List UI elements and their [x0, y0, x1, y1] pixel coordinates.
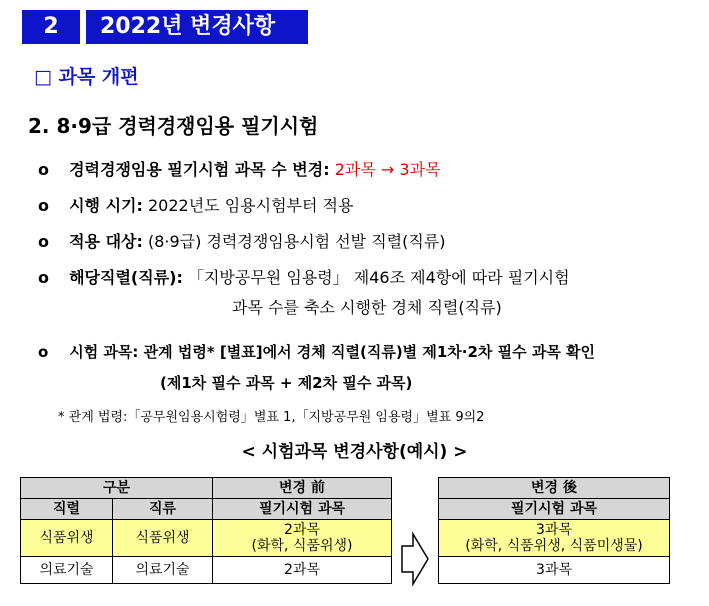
cell-subjects: [213, 520, 392, 557]
subject-count-change: 2과목 → 3과목: [334, 160, 441, 179]
bullet-exam-subjects: [38, 341, 595, 362]
bullet-target: [38, 229, 446, 252]
cell-jikryeol: 식품위생: [21, 520, 113, 557]
bullet-applicable: [38, 265, 570, 288]
cell-subjects: 2과목: [213, 557, 392, 584]
table-header-before: 변경 前: [213, 478, 392, 499]
subject-list: (화학, 식품위생, 식품미생물): [465, 538, 643, 554]
footnote: * 관계 법령:「공무원임용시험령」별표 1,「지방공무원 임용령」별표 9의2: [58, 410, 485, 425]
right-arrow-icon: [400, 531, 430, 587]
table-row: [439, 520, 670, 557]
bullet-circle-icon: o: [38, 196, 49, 215]
cell-jikryeol: 의료기술: [21, 557, 113, 584]
bullet-circle-icon: o: [38, 160, 49, 179]
table-header-jikryu: 직류: [113, 499, 213, 520]
bullet-text: 「지방공무원 임용령」 제46조 제4항에 따라 필기시험: [187, 268, 570, 287]
subsection-title: 2. 8·9급 경력경쟁임용 필기시험: [28, 114, 319, 138]
bullet-schedule: [38, 193, 353, 216]
table-after: [438, 477, 670, 584]
subject-count: 3과목: [536, 522, 572, 538]
table-header-subjects: 필기시험 과목: [439, 499, 670, 520]
bullet-label: 시험 과목:: [69, 343, 139, 361]
bullet-text: 관계 법령* [별표]에서 경체 직렬(직류)별 제1차·2차 필수 과목 확인: [143, 343, 596, 361]
table-header-jikryeol: 직렬: [21, 499, 113, 520]
subject-list: (화학, 식품위생): [251, 538, 353, 554]
bullet-label: 해당직렬(직류):: [69, 268, 183, 287]
cell-subjects: [439, 520, 670, 557]
cell-subjects: 3과목: [439, 557, 670, 584]
bullet-label: 적용 대상:: [69, 232, 143, 251]
bullet-text: 2022년도 임용시험부터 적용: [147, 196, 354, 215]
bullet-continuation: 과목 수를 축소 시행한 경체 직렬(직류): [232, 298, 502, 317]
bullet-circle-icon: o: [38, 232, 49, 251]
bullet-text: (8·9급) 경력경쟁임용시험 선발 직렬(직류): [147, 232, 446, 251]
bullet-circle-icon: o: [38, 343, 49, 361]
table-row: [21, 557, 392, 584]
table-row: [21, 520, 392, 557]
header-title: 2022년 변경사항: [86, 10, 308, 44]
bullet-subject-count: [38, 157, 440, 180]
table-row: [439, 557, 670, 584]
table-before: [20, 477, 392, 584]
table-header-after: 변경 後: [439, 478, 670, 499]
bullet-continuation: (제1차 필수 과목 + 제2차 필수 과목): [160, 374, 413, 392]
cell-jikryu: 의료기술: [113, 557, 213, 584]
bullet-label: 경력경쟁임용 필기시험 과목 수 변경:: [69, 160, 330, 179]
bullet-circle-icon: o: [38, 268, 49, 287]
table-header-group: 구분: [21, 478, 213, 499]
table-header-subjects: 필기시험 과목: [213, 499, 392, 520]
section-title: □ 과목 개편: [34, 66, 139, 88]
bullet-label: 시행 시기:: [69, 196, 143, 215]
header-number: 2: [22, 10, 80, 44]
cell-jikryu: 식품위생: [113, 520, 213, 557]
example-title: < 시험과목 변경사항(예시) >: [241, 442, 468, 462]
subject-count: 2과목: [284, 522, 320, 538]
